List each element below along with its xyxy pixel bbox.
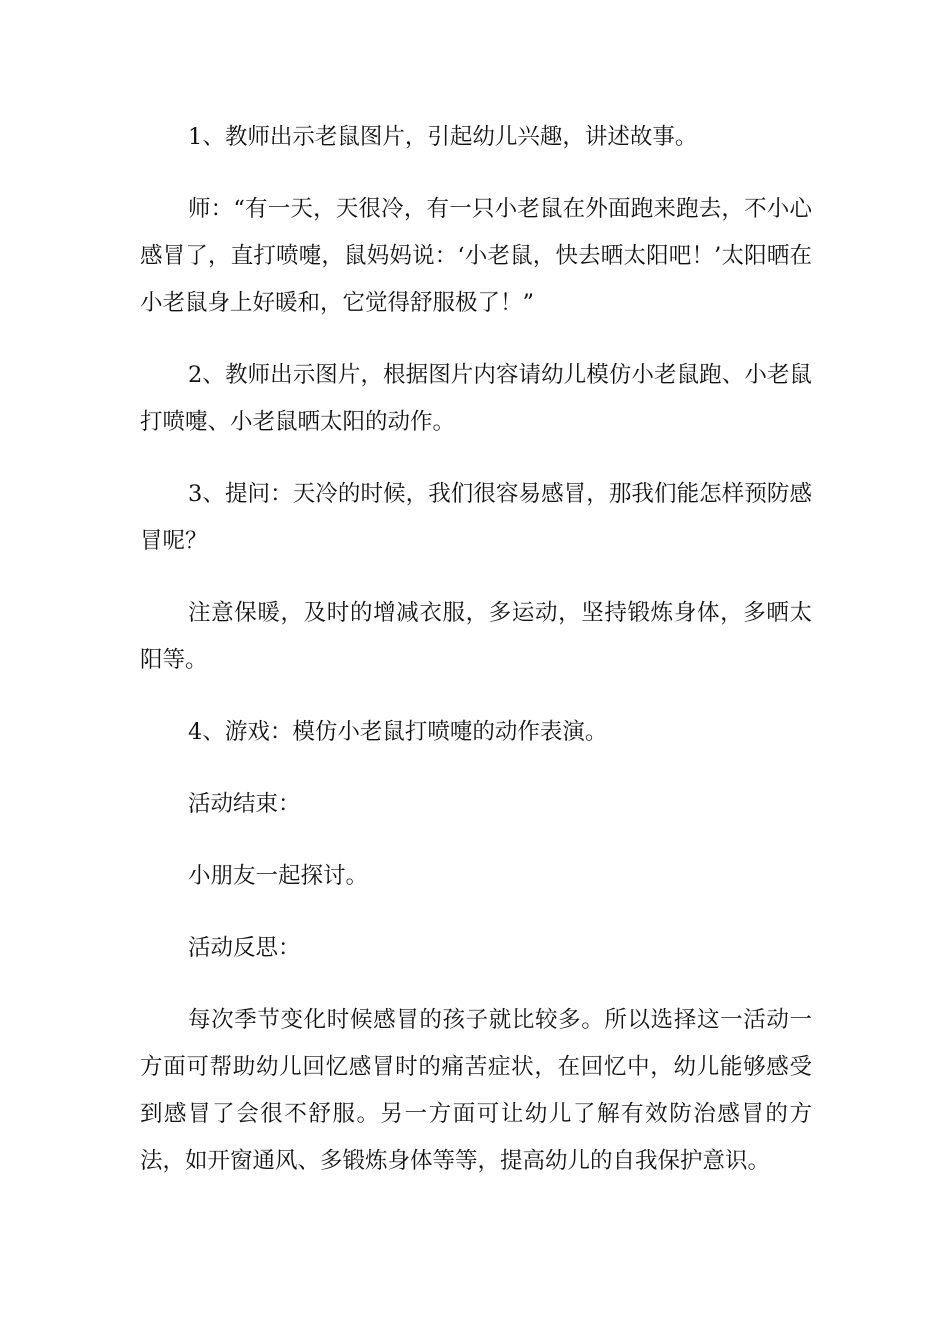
- paragraph-discussion: 小朋友一起探讨。: [188, 863, 369, 889]
- document-body: [140, 114, 812, 1185]
- paragraph-step-3-question: 3、提问：天冷的时候，我们很容易感冒，那我们能怎样预防感冒呢？: [140, 481, 812, 554]
- heading-activity-end: 活动结束：: [188, 791, 301, 817]
- paragraph-step-4-game: 4、游戏：模仿小老鼠打喷嚏的动作表演。: [188, 719, 608, 745]
- heading-activity-reflection: 活动反思：: [188, 935, 301, 961]
- paragraph-teacher-story: 师：“有一天，天很冷，有一只小老鼠在外面跑来跑去，不小心感冒了，直打喷嚏，鼠妈妈说：‘小老鼠，快去晒太阳吧！’太阳晒在小老鼠身上好暖和，它觉得舒服极了！”: [140, 196, 812, 316]
- paragraph-step-2: 2、教师出示图片，根据图片内容请幼儿模仿小老鼠跑、小老鼠打喷嚏、小老鼠晒太阳的动作。: [140, 362, 812, 435]
- paragraph-answer: 注意保暖，及时的增减衣服，多运动，坚持锻炼身体，多晒太阳等。: [140, 600, 812, 673]
- paragraph-reflection: 每次季节变化时候感冒的孩子就比较多。所以选择这一活动一方面可帮助幼儿回忆感冒时的痛苦症状，在回忆中，幼儿能够感受到感冒了会很不舒服。另一方面可让幼儿了解有效防治感冒的方法，如开窗通风、多锻炼身体等等，提高幼儿的自我保护意识。: [140, 1007, 812, 1174]
- paragraph-step-1: 1、教师出示老鼠图片，引起幼儿兴趣，讲述故事。: [188, 124, 698, 150]
